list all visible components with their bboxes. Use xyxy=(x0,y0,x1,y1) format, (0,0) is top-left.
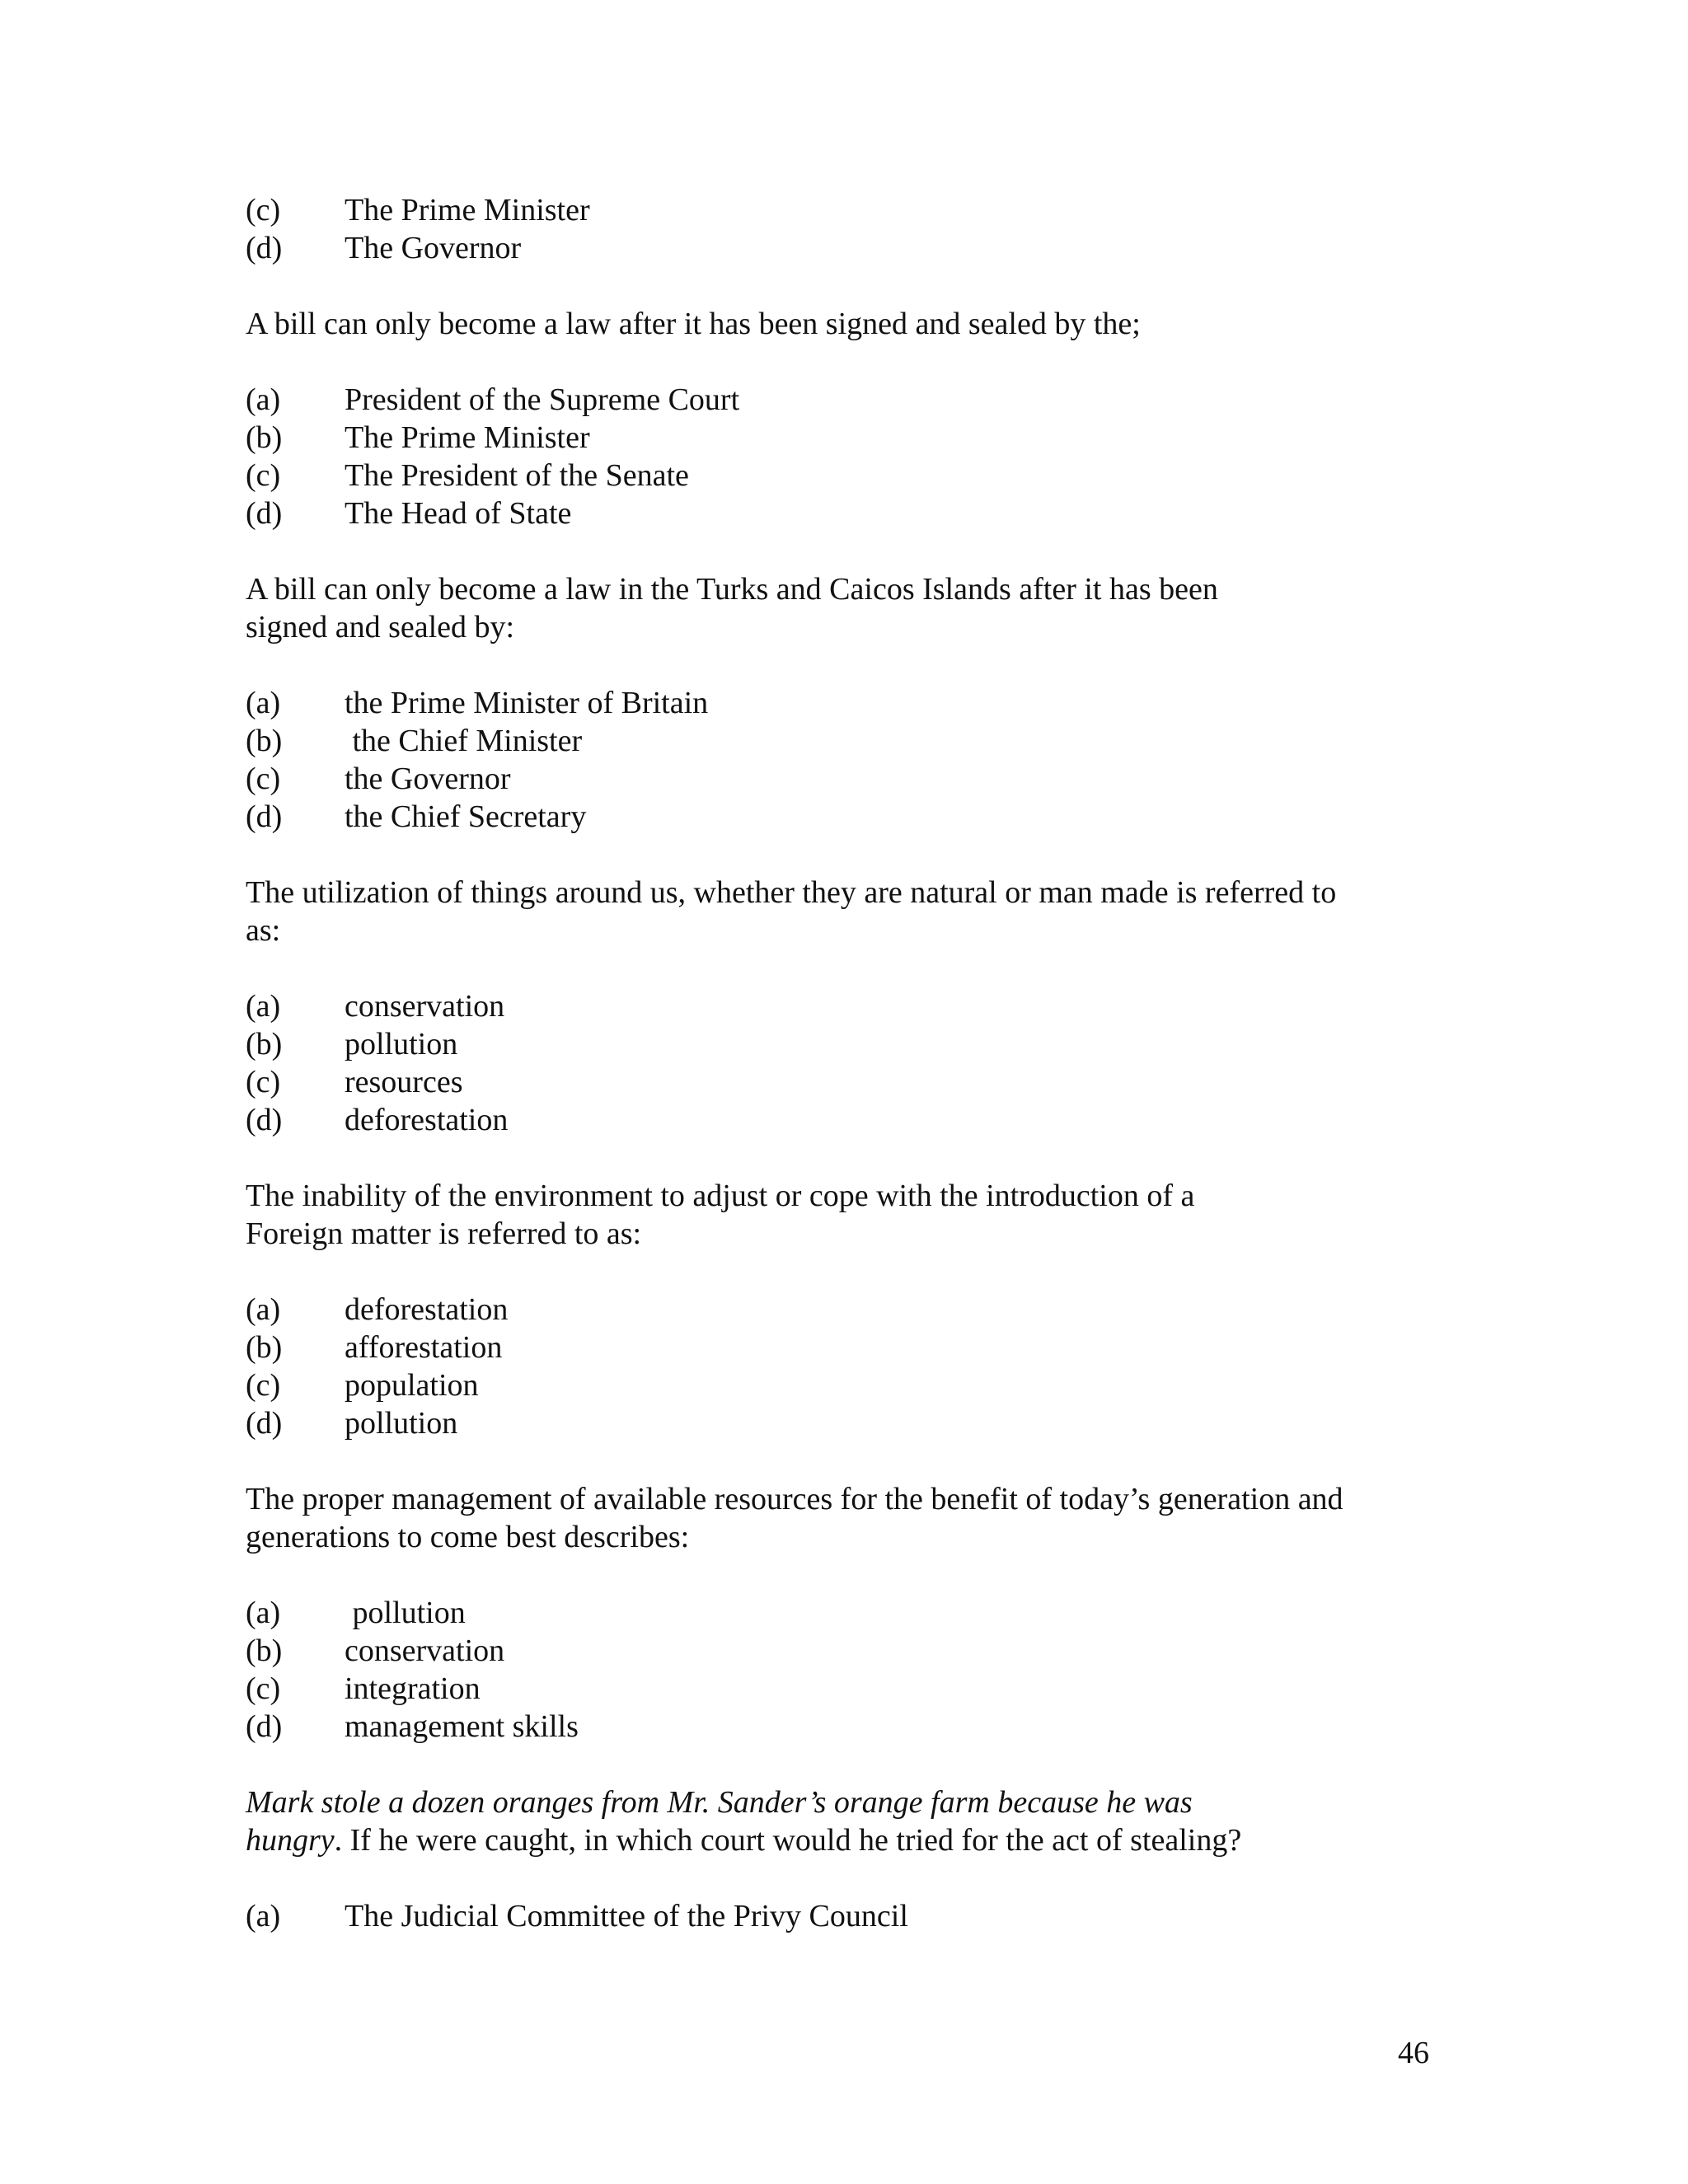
option-letter: (c) xyxy=(246,1368,281,1403)
option-text: President of the Supreme Court xyxy=(345,382,740,417)
option xyxy=(246,1025,1449,1063)
option xyxy=(246,1291,1449,1329)
option-letter: (a) xyxy=(246,1292,281,1327)
option xyxy=(246,1063,1449,1101)
option-text: the Chief Minister xyxy=(345,724,583,758)
option-letter: (b) xyxy=(246,1027,283,1062)
option-text: conservation xyxy=(345,989,505,1024)
option xyxy=(246,987,1449,1025)
option xyxy=(246,1594,1449,1632)
option-letter: (c) xyxy=(246,762,281,796)
option-text: the Governor xyxy=(345,762,511,796)
option-text: The Head of State xyxy=(345,496,572,531)
question-text xyxy=(246,1783,1449,1859)
option-text: management skills xyxy=(345,1709,579,1744)
option-text: The Prime Minister xyxy=(345,193,590,227)
option-text: the Chief Secretary xyxy=(345,799,587,834)
scenario-italic-word: hungry xyxy=(246,1823,335,1858)
option-letter: (d) xyxy=(246,1103,283,1137)
option xyxy=(246,1670,1449,1708)
option xyxy=(246,722,1449,760)
option xyxy=(246,494,1449,532)
option xyxy=(246,1632,1449,1670)
option-text: deforestation xyxy=(345,1292,509,1327)
option-text: conservation xyxy=(345,1633,505,1668)
option-text: population xyxy=(345,1368,479,1403)
question-block xyxy=(246,874,1449,1139)
option-letter: (c) xyxy=(246,193,281,227)
option-letter: (d) xyxy=(246,231,283,265)
option xyxy=(246,1101,1449,1139)
option xyxy=(246,381,1449,419)
option-text: pollution xyxy=(345,1027,458,1062)
option-letter: (a) xyxy=(246,1596,281,1630)
question-block xyxy=(246,305,1449,532)
option-letter: (a) xyxy=(246,989,281,1024)
option xyxy=(246,684,1449,722)
option-letter: (d) xyxy=(246,799,283,834)
option-letter: (a) xyxy=(246,686,281,720)
option-letter: (d) xyxy=(246,1406,283,1441)
option xyxy=(246,457,1449,494)
option-text: the Prime Minister of Britain xyxy=(345,686,709,720)
question-block xyxy=(246,1480,1449,1746)
option-letter: (c) xyxy=(246,1065,281,1099)
option-text: deforestation xyxy=(345,1103,509,1137)
question-rest: . If he were caught, in which court would he tried for the act of stealing? xyxy=(334,1823,1242,1858)
option-letter: (a) xyxy=(246,382,281,417)
leading-options xyxy=(246,191,1449,267)
question-text: The utilization of things around us, whether they are natural or man made is referred to as: xyxy=(246,875,1337,948)
question-text: A bill can only become a law after it has been signed and sealed by the; xyxy=(246,307,1141,341)
option-text: The Judicial Committee of the Privy Council xyxy=(345,1899,908,1933)
option-letter: (c) xyxy=(246,458,281,493)
document-body xyxy=(246,191,1449,1935)
option-letter: (b) xyxy=(246,724,283,758)
option xyxy=(246,1329,1449,1366)
question-block xyxy=(246,1177,1449,1442)
question-text: The proper management of available resources for the benefit of today’s generation and generations to come best describes: xyxy=(246,1482,1343,1554)
option-text: integration xyxy=(345,1671,481,1706)
option-text: resources xyxy=(345,1065,463,1099)
option-letter: (a) xyxy=(246,1899,281,1933)
option xyxy=(246,1708,1449,1746)
option-letter: (c) xyxy=(246,1671,281,1706)
option xyxy=(246,419,1449,457)
page-number: 46 xyxy=(1398,2036,1429,2070)
scenario-italic: Mark stole a dozen oranges from Mr. Sander’s orange farm because he was xyxy=(246,1785,1193,1820)
option-letter: (d) xyxy=(246,1709,283,1744)
option-letter: (b) xyxy=(246,1330,283,1365)
option xyxy=(246,760,1449,798)
question-block xyxy=(246,1783,1449,1935)
option xyxy=(246,798,1449,836)
option xyxy=(246,1366,1449,1404)
option-text: pollution xyxy=(345,1596,466,1630)
option xyxy=(246,1404,1449,1442)
option-letter: (b) xyxy=(246,420,283,455)
question-text: The inability of the environment to adjust or cope with the introduction of a Foreign matter is referred to as: xyxy=(246,1179,1195,1251)
option-letter: (b) xyxy=(246,1633,283,1668)
option-text: The President of the Senate xyxy=(345,458,689,493)
option-text: The Prime Minister xyxy=(345,420,590,455)
question-block xyxy=(246,570,1449,836)
option xyxy=(246,191,1449,229)
option xyxy=(246,229,1449,267)
option xyxy=(246,1897,1449,1935)
option-letter: (d) xyxy=(246,496,283,531)
option-text: The Governor xyxy=(345,231,522,265)
question-text: A bill can only become a law in the Turks and Caicos Islands after it has been signed and sealed by: xyxy=(246,572,1218,644)
option-text: pollution xyxy=(345,1406,458,1441)
option-text: afforestation xyxy=(345,1330,503,1365)
